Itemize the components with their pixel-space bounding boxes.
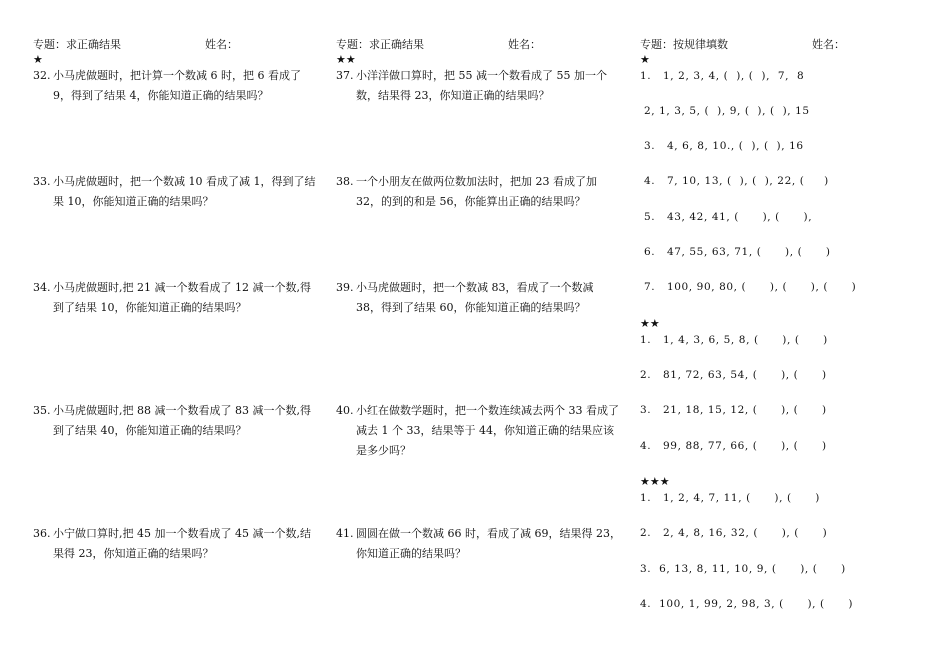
problem-number: 34. (33, 281, 51, 294)
col3-topic: 专题：按规律填数 (640, 38, 728, 51)
col1-difficulty-stars: ★ (33, 53, 43, 66)
sequence-row: 2. 2, 4, 8, 16, 32, ( ), ( ) (640, 527, 828, 539)
sequence-row: 4. 100, 1, 99, 2, 98, 3, ( ), ( ) (640, 598, 854, 610)
sequence-row: 3. 21, 18, 15, 12, ( ), ( ) (640, 404, 827, 416)
sequence-row: 2, 1, 3, 5, ( ), 9, ( ), ( ), 15 (640, 105, 810, 117)
col2-difficulty-stars: ★★ (336, 53, 356, 66)
problem-39 (336, 278, 621, 318)
problem-34 (33, 278, 318, 318)
problem-text: 小红在做数学题时，把一个数连续减去两个 33 看成了减去 1 个 33，结果等于 44，你知道正确的结果应该是多少吗？ (356, 404, 619, 457)
problem-number: 41. (336, 527, 354, 540)
sequence-row: 3. 4, 6, 8, 10., ( ), ( ), 16 (640, 140, 804, 152)
problem-32 (33, 66, 318, 106)
problem-33 (33, 172, 318, 212)
problem-text: 圆圆在做一个数减 66 时，看成了减 69，结果得 23，你知道正确的结果吗？ (356, 527, 621, 560)
problem-number: 38. (336, 175, 354, 188)
problem-40 (336, 401, 621, 461)
problem-text: 小马虎做题时,把 21 减一个数看成了 12 减一个数,得到了结果 10，你能知道正确的结果吗？ (53, 281, 311, 314)
problem-36 (33, 524, 318, 564)
problem-number: 35. (33, 404, 51, 417)
problem-text: 小马虎做题时，把一个数减 83，看成了一个数减 38，得到了结果 60，你能知道正确的结果吗？ (356, 281, 594, 314)
sequence-row: 4. 7, 10, 13, ( ), ( ), 22, ( ) (640, 175, 829, 187)
sequence-row: 3. 6, 13, 8, 11, 10, 9, ( ), ( ) (640, 563, 846, 575)
col3-name-label: 姓名： (812, 38, 845, 51)
sequence-row: 1. 1, 2, 4, 7, 11, ( ), ( ) (640, 492, 821, 504)
problem-number: 37. (336, 69, 354, 82)
problem-text: 小马虎做题时,把 88 减一个数看成了 83 减一个数,得到了结果 40，你能知道正确的结果吗？ (53, 404, 311, 437)
col2-name-label: 姓名： (508, 38, 541, 51)
col1-topic: 专题：求正确结果 (33, 38, 121, 51)
problem-37 (336, 66, 621, 106)
sequence-row: 1. 1, 2, 3, 4, ( ), ( ), 7, 8 (640, 70, 805, 82)
col2-topic: 专题：求正确结果 (336, 38, 424, 51)
problem-35 (33, 401, 318, 441)
sequence-row: 4. 99, 88, 77, 66, ( ), ( ) (640, 440, 827, 452)
problem-text: 小洋洋做口算时，把 55 减一个数看成了 55 加一个数，结果得 23，你知道正确的结果吗？ (356, 69, 607, 102)
problem-41 (336, 524, 621, 564)
group2-difficulty-stars: ★★ (640, 317, 660, 330)
problem-number: 40. (336, 404, 354, 417)
group1-difficulty-stars: ★ (640, 53, 650, 66)
problem-number: 39. (336, 281, 354, 294)
group3-difficulty-stars: ★★★ (640, 475, 670, 488)
col1-name-label: 姓名： (205, 38, 238, 51)
problem-text: 一个小朋友在做两位数加法时，把加 23 看成了加 32，的到的和是 56，你能算出正确的结果吗？ (356, 175, 597, 208)
sequence-row: 5. 43, 42, 41, ( ), ( ), (640, 211, 813, 223)
sequence-row: 7. 100, 90, 80, ( ), ( ), ( ) (640, 281, 857, 293)
problem-text: 小马虎做题时，把计算一个数减 6 时，把 6 看成了 9，得到了结果 4，你能知道正确的结果吗？ (53, 69, 301, 102)
problem-text: 小马虎做题时，把一个数减 10 看成了减 1，得到了结果 10，你能知道正确的结果吗？ (53, 175, 316, 208)
problem-text: 小宁做口算时,把 45 加一个数看成了 45 减一个数,结果得 23，你知道正确的结果吗？ (53, 527, 311, 560)
problem-38 (336, 172, 621, 212)
problem-number: 33. (33, 175, 51, 188)
sequence-row: 2. 81, 72, 63, 54, ( ), ( ) (640, 369, 827, 381)
problem-number: 36. (33, 527, 51, 540)
problem-number: 32. (33, 69, 51, 82)
sequence-row: 6. 47, 55, 63, 71, ( ), ( ) (640, 246, 831, 258)
sequence-row: 1. 1, 4, 3, 6, 5, 8, ( ), ( ) (640, 334, 828, 346)
